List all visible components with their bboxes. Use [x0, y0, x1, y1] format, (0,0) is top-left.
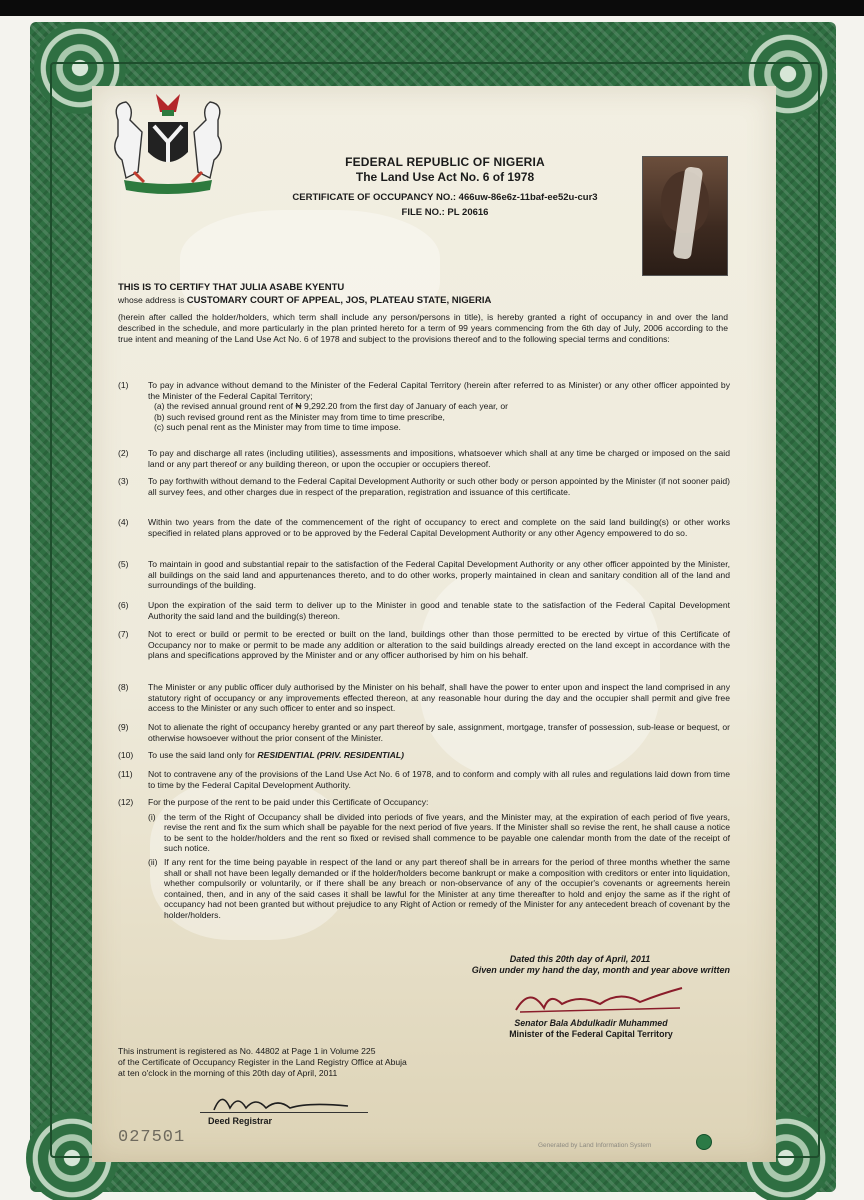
registration-line-3: at ten o'clock in the morning of this 20th day of April, 2011	[118, 1068, 338, 1078]
clause-8	[118, 682, 730, 714]
sub-number: (i)	[148, 811, 156, 822]
clause-text: To pay forthwith without demand to the Federal Capital Development Authority or such other body or person appointed by the Minister (if not sooner paid) all survey fees, and other charges due in respect of the preparation, registration and issuance of this certificate.	[148, 476, 730, 497]
certification-section	[118, 282, 728, 345]
clause-number: (4)	[118, 517, 129, 527]
clause-7	[118, 629, 730, 661]
registration-line-1: This instrument is registered as No. 44802 at Page 1 in Volume 225	[118, 1046, 376, 1056]
clause-text: To maintain in good and substantial repair to the satisfaction of the Federal Capital Development Authority or any other officer appointed by the Minister, all buildings on the said land and appurtenances thereto, and to do other works, properly maintained in clean and sanitary condition all of the land and surroundings of the building.	[148, 559, 730, 591]
seal-dot-icon	[696, 1134, 712, 1150]
clause-text: To use the said land only for	[148, 750, 256, 760]
sub-item-b: (b) such revised ground rent as the Minister may from time to time prescribe,	[154, 411, 445, 422]
holder-address: CUSTOMARY COURT OF APPEAL, JOS, PLATEAU STATE, NIGERIA	[186, 295, 492, 306]
clause-1-sublist	[154, 401, 730, 433]
land-use-type: RESIDENTIAL (PRIV. RESIDENTIAL)	[257, 750, 404, 760]
clause-text: Not to contravene any of the provisions of the Land Use Act No. 6 of 1978, and to conform and comply with all rules and regulations laid down from time to time by the Federal Capital Development Authority.	[148, 769, 730, 790]
certificate-number: CERTIFICATE OF OCCUPANCY NO.: 466uw-86e6z-11baf-ee52u-cur3	[292, 192, 598, 203]
certify-line: THIS IS TO CERTIFY THAT JULIA ASABE KYENTU	[118, 282, 345, 293]
top-black-band	[0, 0, 864, 16]
sub-text: the term of the Right of Occupancy shall be divided into periods of five years, and the Minister may, at the expiration of each period of five years, revise the rent and fix the sum which shall be payable for the next period of five years. If the Minister shall so revise the rent, he shall cause a notice to be sent to the holder/holders and the rent so fixed or revised shall commence to be payable one calendar month from the date of the receipt of such notice.	[164, 811, 730, 854]
serial-number: 027501	[118, 1128, 186, 1147]
signing-block	[430, 954, 730, 976]
clause-text: The Minister or any public officer duly authorised by the Minister on his behalf, shall have the power to enter upon and inspect the land comprised in any statutory right of occupancy or any improvements effected thereon, at any reasonable hour during the day and the occupier shall permit and give free access to the Minister or any such officer to enter and so inspect.	[148, 682, 730, 714]
sub-item-a: (a) the revised annual ground rent of ₦ 9,292.20 from the first day of January of each year, or	[154, 401, 508, 412]
clause-text: Not to erect or build or permit to be erected or built on the land, buildings other than those permitted to be erected by virtue of this Certificate of Occupancy nor to make or permit to be made any addition or alteration to the said buildings already erected on the land except in accordance with the plans and specifications approved by the Minister and or any officer authorised by him on his behalf.	[148, 629, 730, 661]
file-number: FILE NO.: PL 20616	[401, 207, 489, 218]
clause-number: (5)	[118, 559, 129, 569]
sub-number: (ii)	[148, 856, 158, 867]
clause-number: (3)	[118, 476, 129, 486]
clause-text: To pay and discharge all rates (including utilities), assessments and impositions, whatsoever which shall at any time be charged or imposed on the said land or any part thereof or any building thereon, or upon the occupier or occupiers thereof.	[148, 448, 730, 469]
dated-line: Dated this 20th day of April, 2011	[509, 954, 651, 964]
clause-12-sub-ii	[148, 857, 730, 921]
given-line: Given under my hand the day, month and year above written	[471, 965, 730, 975]
footer-note: Generated by Land Information System	[538, 1142, 652, 1149]
clause-number: (6)	[118, 600, 129, 610]
clause-number: (11)	[118, 769, 133, 779]
clause-text: Within two years from the date of the commencement of the right of occupancy to erect and complete on the said land building(s) or other works specified in related plans approved or to be approved by the Federal Capital Development Authority or any other Agency empowered to do so.	[148, 517, 730, 538]
minister-signature-icon	[510, 982, 690, 1016]
deed-registrar-label: Deed Registrar	[208, 1116, 273, 1126]
clause-text: To pay in advance without demand to the Minister of the Federal Capital Territory (herein after referred to as Minister) or any other officer appointed by the Minister of the Federal Capital Territory;	[148, 380, 730, 401]
clause-text: For the purpose of the rent to be paid under this Certificate of Occupancy:	[148, 797, 429, 807]
clause-number: (7)	[118, 629, 129, 639]
registration-line-2: of the Certificate of Occupancy Register in the Land Registry Office at Abuja	[118, 1057, 407, 1067]
clause-text: Not to alienate the right of occupancy hereby granted or any part thereof by sale, assignment, mortgage, transfer of possession, sub-lease or bequest, or otherwise howsoever without the prior consent of the Minister.	[148, 722, 730, 743]
registrar-signature-icon	[208, 1088, 358, 1118]
sub-item-c: (c) such penal rent as the Minister may from time to time impose.	[154, 422, 401, 433]
clause-11	[118, 769, 730, 790]
clause-number: (10)	[118, 750, 134, 760]
clause-3	[118, 476, 730, 497]
clause-4	[118, 517, 730, 538]
clause-number: (12)	[118, 797, 134, 807]
clause-5	[118, 559, 730, 591]
clause-9	[118, 722, 730, 743]
title-act: The Land Use Act No. 6 of 1978	[355, 170, 535, 184]
signatory-title: Minister of the Federal Capital Territory	[509, 1029, 673, 1039]
signatory	[486, 1018, 696, 1040]
holder-photo	[642, 156, 728, 276]
sub-text: If any rent for the time being payable in respect of the land or any part thereof shall be in arrears for the period of three months whether the same shall or shall not have been legally demanded or if the holder/holders become bankrupt or make a composition with creditors or enter into liquidation, whether compulsorily or voluntarily, or if there shall be any breach or non-observance of any of the occupier's covenants or agreements herein contained, then, and in any of the said cases it shall be lawful for the Minister at any time thereafter to hold and enjoy the same as if the right of occupancy had not been granted but without prejudice to any Right of Action or remedy of the Minister for any antecedent breach of covenant by the holder/holders.	[164, 856, 730, 920]
clause-12	[118, 797, 730, 921]
clause-10	[118, 750, 730, 761]
clause-number: (8)	[118, 682, 129, 692]
address-prefix: whose address is	[118, 295, 185, 305]
clause-2	[118, 448, 730, 469]
clause-6	[118, 600, 730, 621]
address-line	[118, 295, 728, 306]
clause-number: (9)	[118, 722, 129, 732]
coat-of-arms-icon	[104, 90, 232, 202]
clause-text: Upon the expiration of the said term to deliver up to the Minister in good and tenable state to the satisfaction of the Federal Capital Development Authority the said land and the building(s) thereon.	[148, 600, 730, 621]
registration-block	[118, 1046, 458, 1079]
title-country: FEDERAL REPUBLIC OF NIGERIA	[345, 155, 545, 169]
intro-paragraph: (herein after called the holder/holders, which term shall include any person/persons in title), is hereby granted a right of occupancy in and over the land described in the schedule, and more particularly in the plan printed hereto for a term of 99 years commencing from the 6th day of July, 2006 according to the true intent and meaning of the Land Use Act No. 6 of 1978 and subject to the provisions thereof and to the following special terms and conditions:	[118, 312, 728, 344]
signatory-name: Senator Bala Abdulkadir Muhammed	[514, 1018, 668, 1028]
clause-1	[118, 380, 730, 433]
clause-number: (1)	[118, 380, 129, 390]
certificate-header	[250, 155, 640, 218]
registrar-line	[200, 1112, 368, 1113]
clause-number: (2)	[118, 448, 129, 458]
clause-12-sub-i	[148, 812, 730, 854]
